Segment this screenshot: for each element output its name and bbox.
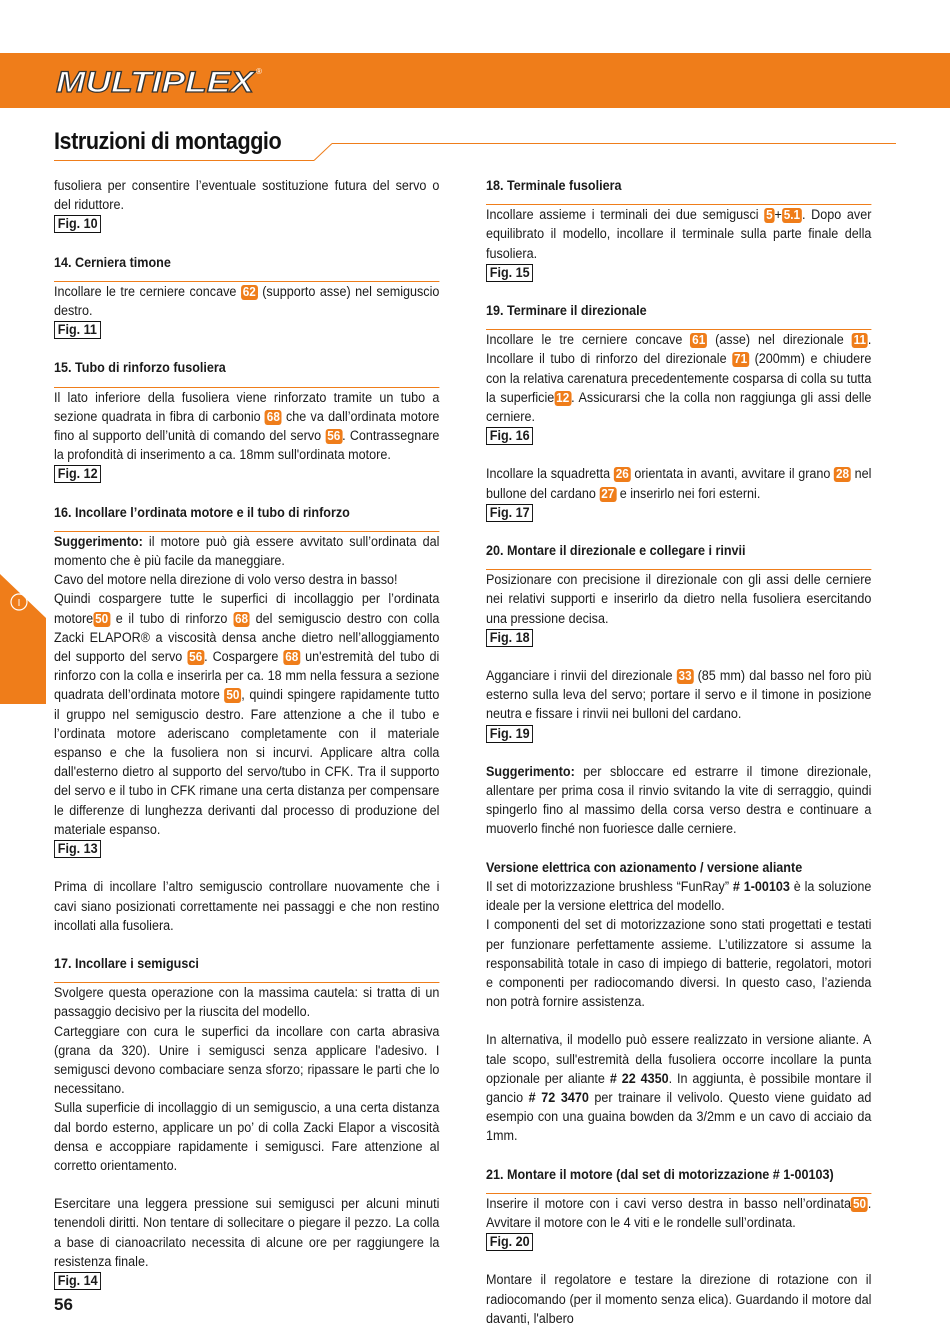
figure-ref: Fig. 19 bbox=[486, 725, 533, 743]
part-badge: 5.1 bbox=[783, 208, 801, 223]
part-badge: 68 bbox=[285, 650, 299, 665]
language-side-tab bbox=[0, 574, 46, 704]
paragraph: In alternativa, il modello può essere realizzato in versione aliante. A tale scopo, sull'estremità della fusoliera occorre incollare la punta opzionale per aliante # 22 4350. In aggiunta, è possibile montare il gancio # 72 3470 per trainare il velivolo. Questo viene guidato ad esempio con una guaina bowden da 3/2mm e un cavo di acciaio da 1mm. bbox=[486, 1032, 872, 1144]
logo-text: MULTIPLEX bbox=[56, 66, 257, 98]
right-column bbox=[486, 176, 871, 1328]
paragraph: Svolgere questa operazione con la massima cautela: si tratta di un passaggio decisivo per la riuscita del modello. bbox=[54, 985, 440, 1020]
paragraph: Sulla superficie di incollaggio di un semiguscio, a una certa distanza dal bordo esterno, applicare un po’ di colla Zacki Elapor a viscosità densa e accoppiare rapidamente i semigusci. Fare attenzione al corretto orientamento. bbox=[54, 1100, 440, 1173]
figure-ref: Fig. 13 bbox=[54, 840, 101, 858]
section-heading: 21. Montare il motore (dal set di motorizzazione # 1-00103) bbox=[486, 1165, 871, 1194]
paragraph: Montare il regolatore e testare la direzione di rotazione con il radiocomando (per il momento senza elica). Guardando il motore dal davanti, l'albero bbox=[486, 1272, 872, 1326]
section-heading: 19. Terminare il direzionale bbox=[486, 301, 871, 330]
part-badge: 56 bbox=[327, 429, 341, 444]
page-number: 56 bbox=[54, 1295, 73, 1314]
part-badge: 61 bbox=[692, 333, 706, 348]
section-heading: 18. Terminale fusoliera bbox=[486, 176, 871, 205]
part-badge: 11 bbox=[853, 333, 866, 348]
part-badge: 26 bbox=[615, 467, 629, 482]
paragraph: Carteggiare con cura le superfici da incollare con carta abrasiva (grana da 320). Unire i semigusci senza applicare l'adesivo. I semigusci devono combaciare senza sforzo; ripassare le parti che lo necessitano. bbox=[54, 1023, 440, 1097]
left-column bbox=[54, 176, 439, 1290]
figure-ref: Fig. 11 bbox=[54, 321, 101, 339]
section-heading: 20. Montare il direzionale e collegare i rinvii bbox=[486, 541, 871, 570]
page-title: Istruzioni di montaggio bbox=[54, 128, 282, 155]
figure-ref: Fig. 10 bbox=[54, 215, 101, 233]
paragraph: Incollare assieme i terminali dei due semigusci 5 + 5.1 . Dopo aver equilibrato il modello, incollare il terminale sulla parte finale della fusoliera. bbox=[486, 207, 872, 261]
part-badge: 68 bbox=[234, 611, 249, 626]
section-heading: 15. Tubo di rinforzo fusoliera bbox=[54, 358, 439, 387]
title-rule-right bbox=[350, 143, 896, 144]
paragraph: Suggerimento: il motore può già essere avvitato sull’ordinata dal momento che è più facile da maneggiare. bbox=[54, 533, 440, 569]
paragraph: Prima di incollare l’altro semiguscio controllare nuovamente che i cavi siano posizionati correttamente nei passaggi e che non restino incollati alla fusoliera. bbox=[54, 879, 440, 933]
title-underline-slant bbox=[300, 143, 350, 161]
registered-mark: ® bbox=[256, 67, 262, 76]
section-heading: 14. Cerniera timone bbox=[54, 253, 439, 282]
paragraph: Incollare la squadretta 26 orientata in avanti, avvitare il grano 28 nel bullone del cardano 27 e inserirlo nei fori esterni. bbox=[486, 466, 872, 501]
part-badge: 5 bbox=[766, 208, 773, 223]
section-heading: 17. Incollare i semigusci bbox=[54, 954, 439, 983]
paragraph: Cavo del motore nella direzione di volo verso destra in basso! bbox=[54, 572, 398, 588]
part-badge: 71 bbox=[734, 352, 748, 367]
title-rule bbox=[54, 160, 300, 161]
multiplex-logo bbox=[54, 64, 264, 98]
section-heading: 16. Incollare l’ordinata motore e il tubo di rinforzo bbox=[54, 503, 439, 532]
paragraph: Agganciare i rinvii del direzionale 33 (85 mm) dal basso nel foro più esterno sulla leva del servo; portare il servo e il timone in posizione neutra e fissare i rinvii nei bulloni del cardano. bbox=[486, 668, 872, 722]
figure-ref: Fig. 15 bbox=[486, 264, 533, 282]
figure-ref: Fig. 12 bbox=[54, 465, 101, 483]
figure-ref: Fig. 18 bbox=[486, 629, 533, 647]
part-badge: 50 bbox=[95, 611, 109, 626]
paragraph: Inserire il motore con i cavi verso destra in basso nell’ordinata 50 . Avvitare il motore con le 4 viti e le rondelle sull’ordinata. bbox=[486, 1195, 872, 1230]
subheading: Versione elettrica con azionamento / versione aliante bbox=[486, 859, 803, 875]
figure-ref: Fig. 17 bbox=[486, 504, 533, 522]
paragraph: Il lato inferiore della fusoliera viene rinforzato tramite un tubo a sezione quadrata in fibra di carbonio 68 che va dall’ordinata motore fino al supporto dell’unità di comando del servo 56 . Contrassegnare la profondità di inserimento a ca. 18mm sull'ordinata motore. bbox=[54, 389, 440, 463]
part-badge: 33 bbox=[678, 669, 692, 684]
part-badge: 50 bbox=[226, 688, 240, 703]
part-badge: 12 bbox=[556, 390, 570, 405]
paragraph: Il set di motorizzazione brushless “FunRay” # 1-00103 è la soluzione ideale per la versione elettrica del modello. bbox=[486, 878, 872, 914]
paragraph: Suggerimento: per sbloccare ed estrarre il timone direzionale, allentare per prima cosa il rinvio svitando la vite di serraggio, quindi spingerlo fino al massimo della corsa verso destra e continuare a muoverlo finché non fuoriesce dalle cerniere. bbox=[486, 763, 872, 837]
paragraph: Posizionare con precisione il direzionale con gli assi delle cerniere nei relativi supporti e inserirlo da dietro nella fusoliera esercitando una pressione decisa. bbox=[486, 572, 872, 626]
paragraph: Quindi cospargere tutte le superfici di incollaggio per l’ordinata motore 50 e il tubo di rinforzo 68 del semiguscio destro con colla Zacki ELAPOR® a viscosità densa anche dietro nell’alloggiamento del supporto del servo 56 . Cospargere 68 un'estremità del tubo di rinforzo con la colla e inserirla per ca. 18 mm nella fessura a sezione quadrata dell’ordinata motore 50 , quindi spingere rapidamente tutto il gruppo nel semiguscio destro. Fare attenzione a che il tubo e l’ordinata motore aderiscano completamente con il materiale espanso e che la fusoliera non si incurvi. Applicare altra colla dall'esterno dietro al supporto del servo/tubo in CFK. Tra il supporto del servo e il tubo in CFK rimane una certa distanza per compensare le differenze di lunghezza derivanti dal processo di produzione del materiale espanso. bbox=[54, 591, 440, 837]
part-badge: 50 bbox=[852, 1196, 867, 1211]
part-badge: 62 bbox=[242, 284, 256, 299]
paragraph: Esercitare una leggera pressione sui semigusci per alcuni minuti tenendoli diritti. Non tentare di sollecitare o piegare il pezzo. La colla a base di cianoacrilato necessita di alcune ore per raggiungere la resistenza finale. bbox=[54, 1196, 440, 1269]
part-badge: 27 bbox=[601, 486, 615, 501]
part-badge: 56 bbox=[189, 650, 203, 665]
paragraph: fusoliera per consentire l’eventuale sostituzione futura del servo o del riduttore. bbox=[54, 178, 440, 213]
part-badge: 68 bbox=[266, 409, 280, 424]
paragraph: Incollare le tre cerniere concave 61 (asse) nel direzionale 11 . Incollare il tubo di rinforzo del direzionale 71 (200mm) e chiudere con la relativa carenatura precedentemente cosparsa di colla su tutta la superficie 12 . Assicurarsi che la colla non raggiunga gli assi delle cerniere. bbox=[486, 332, 872, 425]
figure-ref: Fig. 14 bbox=[54, 1272, 101, 1290]
figure-ref: Fig. 20 bbox=[486, 1233, 533, 1251]
language-label: I bbox=[17, 598, 21, 609]
paragraph: I componenti del set di motorizzazione sono stati progettati e testati per funzionare perfettamente assieme. L’utilizzatore si assume la responsabilità totale in caso di impiego di batterie, regolatori, motori e componenti per radiocomando diversi. In questo caso, l’azienda non potrà fornire assistenza. bbox=[486, 917, 872, 1010]
paragraph: Incollare le tre cerniere concave 62 (supporto asse) nel semiguscio destro. bbox=[54, 283, 440, 319]
part-badge: 28 bbox=[835, 467, 850, 482]
figure-ref: Fig. 16 bbox=[486, 427, 533, 445]
